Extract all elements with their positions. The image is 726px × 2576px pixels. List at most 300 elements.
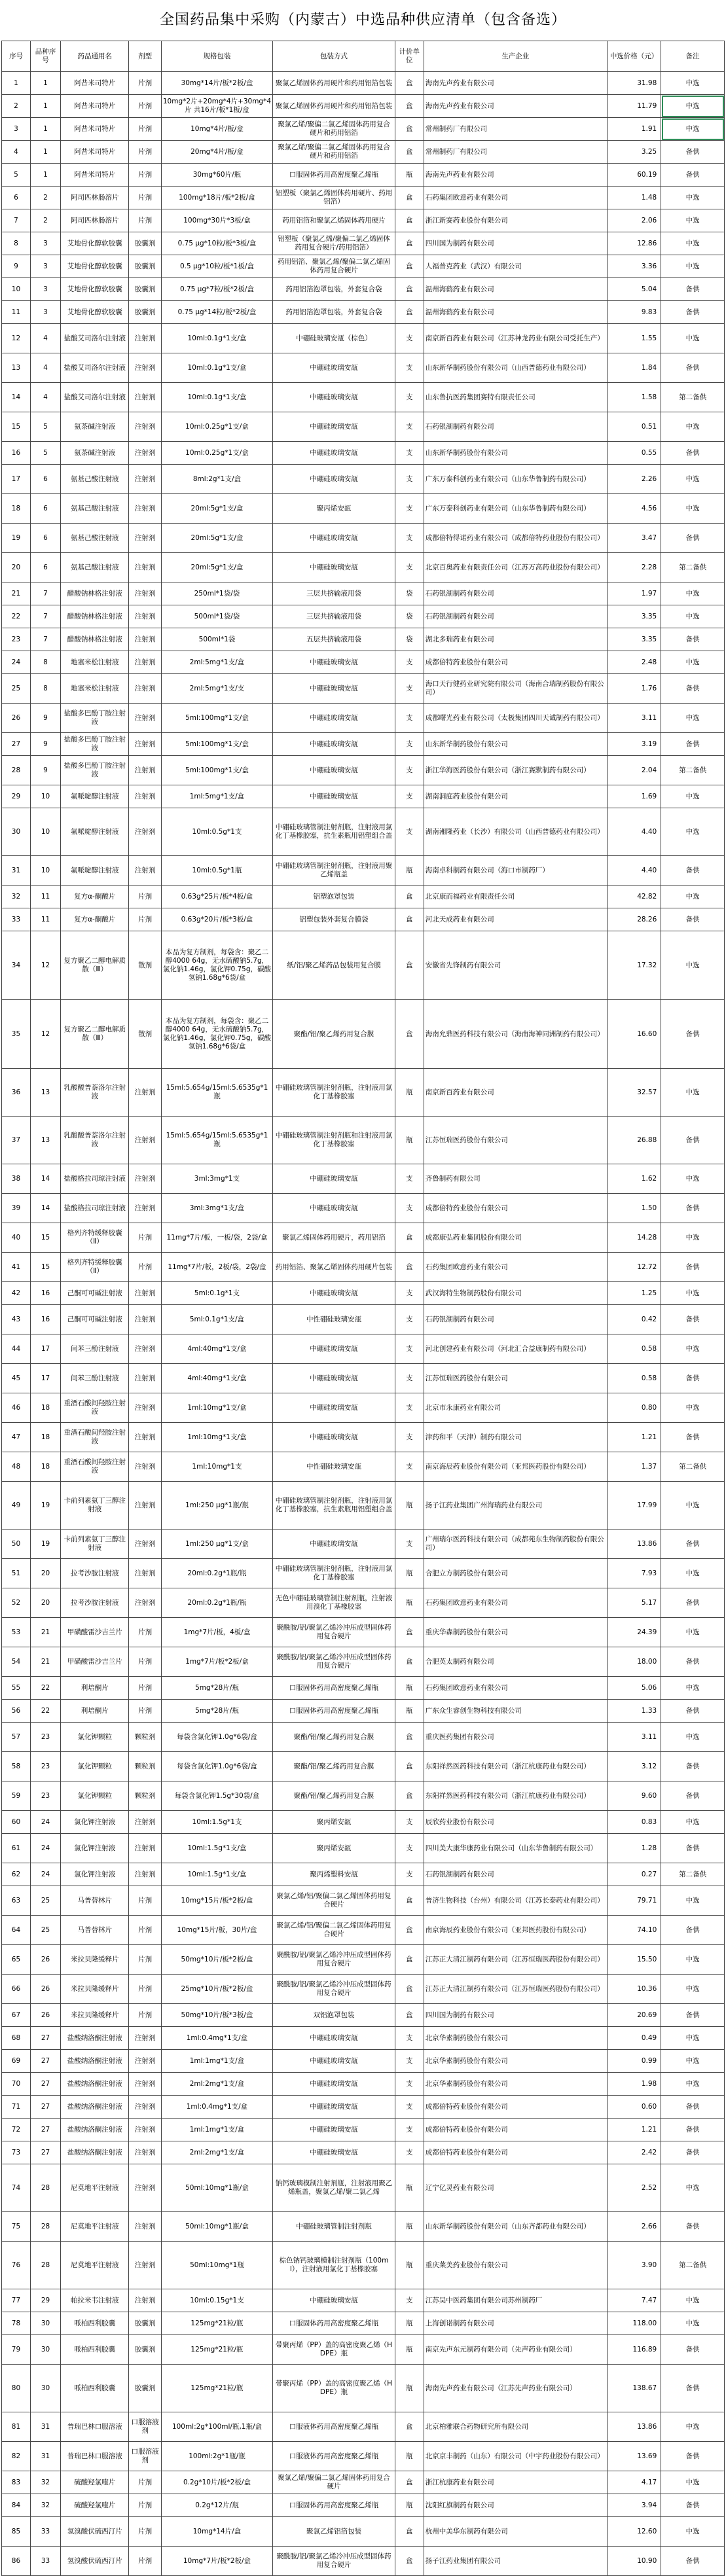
cell-package-method: 聚酯/铝/聚乙烯药用复合膜	[273, 1781, 395, 1811]
cell-manufacturer: 津药和平（天津）制药有限公司	[424, 1423, 607, 1452]
cell-row-index: 49	[2, 1482, 31, 1530]
cell-variety-index: 2	[30, 209, 60, 232]
cell-package-method: 五层共挤输液用袋	[273, 628, 395, 651]
cell-unit: 瓶	[395, 2335, 424, 2365]
cell-dosage-form: 注射剂	[129, 465, 161, 494]
cell-spec-package: 500ml*1袋/袋	[161, 605, 272, 628]
cell-variety-index: 1	[30, 141, 60, 164]
cell-dosage-form: 片剂	[129, 1700, 161, 1723]
cell-price: 0.42	[607, 1305, 661, 1334]
cell-row-index: 68	[2, 2027, 31, 2050]
cell-manufacturer: 广东众生睿创生物科技有限公司	[424, 1700, 607, 1723]
cell-manufacturer: 温州海鹤药业有限公司	[424, 278, 607, 301]
cell-dosage-form: 口服溶液剂	[129, 2412, 161, 2442]
cell-price: 2.04	[607, 756, 661, 785]
cell-spec-package: 10mg*15片/板*2板/盒	[161, 1886, 272, 1916]
cell-row-index: 7	[2, 209, 31, 232]
cell-unit: 瓶	[395, 164, 424, 187]
cell-package-method: 中硼硅玻璃安瓿	[273, 2141, 395, 2164]
cell-spec-package: 125mg*21粒/瓶	[161, 2365, 272, 2412]
table-row	[2, 524, 725, 553]
cell-row-index: 56	[2, 1700, 31, 1723]
table-row	[2, 2242, 725, 2289]
cell-price: 3.90	[607, 2242, 661, 2289]
cell-variety-index: 7	[30, 582, 60, 605]
cell-variety-index: 25	[30, 1886, 60, 1916]
cell-remark: 备供	[661, 2096, 725, 2119]
cell-remark: 中选	[661, 2412, 725, 2442]
cell-remark: 备供	[661, 141, 725, 164]
cell-unit: 支	[395, 1282, 424, 1305]
cell-unit: 支	[395, 756, 424, 785]
table-row	[2, 908, 725, 931]
cell-price: 42.82	[607, 885, 661, 908]
cell-price: 0.49	[607, 2027, 661, 2050]
cell-unit: 支	[395, 1863, 424, 1886]
table-row	[2, 353, 725, 383]
cell-unit: 支	[395, 412, 424, 442]
cell-manufacturer: 成都康弘药业集团股份有限公司	[424, 1223, 607, 1253]
cell-dosage-form: 胶囊剂	[129, 2312, 161, 2335]
cell-spec-package: 10ml:1.5g*1支/盒	[161, 1863, 272, 1886]
cell-variety-index: 27	[30, 2141, 60, 2164]
cell-manufacturer: 北京百奥药业有限责任公司（江苏万高药业股份有限公司）	[424, 553, 607, 582]
cell-manufacturer: 北京市永康药业有限公司	[424, 1393, 607, 1423]
cell-row-index: 55	[2, 1677, 31, 1700]
cell-drug-name: 重酒石酸间羟胺注射液	[61, 1393, 129, 1423]
cell-remark: 中选	[661, 2289, 725, 2312]
cell-unit: 盒	[395, 885, 424, 908]
cell-drug-name: 盐酸多巴酚丁胺注射液	[61, 756, 129, 785]
cell-spec-package: 10ml:0.5g*1瓶	[161, 856, 272, 885]
cell-row-index: 66	[2, 1975, 31, 2004]
cell-manufacturer: 海口天行健药业研究院有限公司（海南合瑞制药股份有限公司）	[424, 674, 607, 704]
cell-price: 2.42	[607, 2141, 661, 2164]
cell-spec-package: 125mg*21粒/瓶	[161, 2335, 272, 2365]
cell-price: 11.79	[607, 95, 661, 118]
cell-unit: 瓶	[395, 856, 424, 885]
cell-drug-name: 重酒石酸间羟胺注射液	[61, 1452, 129, 1482]
cell-drug-name: 卡前列素氨丁三醇注射液	[61, 1530, 129, 1559]
cell-dosage-form: 片剂	[129, 2547, 161, 2576]
cell-dosage-form: 注射剂	[129, 1834, 161, 1863]
cell-unit: 支	[395, 651, 424, 674]
cell-spec-package: 0.63g*20片/板*3板/盒	[161, 908, 272, 931]
cell-price: 1.62	[607, 1164, 661, 1194]
cell-unit: 支	[395, 353, 424, 383]
cell-manufacturer: 重庆医药集团有限公司	[424, 1723, 607, 1752]
cell-dosage-form: 片剂	[129, 2494, 161, 2517]
table-row	[2, 2164, 725, 2212]
cell-remark: 备供	[661, 1834, 725, 1863]
supply-list-table	[1, 41, 725, 2576]
cell-drug-name: 阿昔米司特片	[61, 72, 129, 95]
cell-drug-name: 尼莫地平注射液	[61, 2212, 129, 2242]
cell-dosage-form: 注射剂	[129, 1334, 161, 1364]
cell-remark: 中选	[661, 931, 725, 1000]
cell-dosage-form: 片剂	[129, 118, 161, 141]
cell-price: 9.83	[607, 301, 661, 324]
cell-unit: 盒	[395, 118, 424, 141]
cell-remark: 备供	[661, 1305, 725, 1334]
table-row	[2, 2494, 725, 2517]
cell-dosage-form: 注射剂	[129, 1069, 161, 1117]
cell-spec-package: 0.75 μg*7粒/板*2板/盒	[161, 278, 272, 301]
cell-unit: 盒	[395, 1647, 424, 1677]
cell-remark: 中选	[661, 1393, 725, 1423]
cell-package-method: 聚丙烯安瓿	[273, 1834, 395, 1863]
cell-row-index: 76	[2, 2242, 31, 2289]
cell-variety-index: 1	[30, 164, 60, 187]
cell-variety-index: 25	[30, 1916, 60, 1945]
cell-spec-package: 15ml:5.654g/15ml:5.6535g*1瓶	[161, 1117, 272, 1164]
cell-spec-package: 5ml:100mg*1支/盒	[161, 733, 272, 756]
cell-remark: 中选	[661, 582, 725, 605]
cell-dosage-form: 注射剂	[129, 756, 161, 785]
cell-unit: 支	[395, 1530, 424, 1559]
cell-package-method: 铝塑板（聚氯乙烯/聚偏二氯乙烯固体药用复合硬片/药用铝箔）	[273, 232, 395, 255]
cell-dosage-form: 口服溶液剂	[129, 2442, 161, 2471]
cell-price: 14.28	[607, 1223, 661, 1253]
cell-row-index: 40	[2, 1223, 31, 1253]
cell-manufacturer: 山东新华制药股份有限公司（山西普德药业有限公司）	[424, 353, 607, 383]
table-row	[2, 2335, 725, 2365]
cell-package-method: 聚酯/铝/聚乙烯药用复合膜	[273, 1000, 395, 1069]
cell-variety-index: 17	[30, 1364, 60, 1393]
cell-remark: 备供	[661, 442, 725, 465]
cell-row-index: 29	[2, 785, 31, 808]
cell-spec-package: 5mg*28片/瓶	[161, 1700, 272, 1723]
cell-manufacturer: 成都倍特药业股份有限公司	[424, 2096, 607, 2119]
cell-remark: 第二备供	[661, 756, 725, 785]
cell-spec-package: 4ml:40mg*1支/盒	[161, 1364, 272, 1393]
table-row	[2, 1700, 725, 1723]
cell-drug-name: 阿昔米司特片	[61, 118, 129, 141]
cell-row-index: 41	[2, 1253, 31, 1282]
cell-unit: 支	[395, 2027, 424, 2050]
cell-manufacturer: 石药银湖制药有限公司	[424, 412, 607, 442]
cell-variety-index: 13	[30, 1069, 60, 1117]
cell-variety-index: 10	[30, 785, 60, 808]
cell-unit: 盒	[395, 1781, 424, 1811]
cell-manufacturer: 山东新华制药股份有限公司（山东齐都药业有限公司）	[424, 2212, 607, 2242]
cell-drug-name: 氟哌啶醇注射液	[61, 785, 129, 808]
cell-drug-name: 尼莫地平注射液	[61, 2164, 129, 2212]
cell-package-method: 聚氯乙烯/聚偏二氯乙烯固体药用复合硬片和药用铝箔	[273, 141, 395, 164]
cell-manufacturer: 常州制药厂有限公司	[424, 118, 607, 141]
cell-unit: 盒	[395, 1975, 424, 2004]
cell-spec-package: 5ml:0.1g*1支	[161, 1282, 272, 1305]
cell-variety-index: 26	[30, 1945, 60, 1975]
cell-dosage-form: 注射剂	[129, 1811, 161, 1834]
cell-drug-name: 氯化钾颗粒	[61, 1723, 129, 1752]
cell-price: 12.86	[607, 232, 661, 255]
cell-variety-index: 4	[30, 353, 60, 383]
cell-row-index: 60	[2, 1811, 31, 1834]
cell-row-index: 30	[2, 808, 31, 856]
cell-remark: 第二备供	[661, 383, 725, 412]
cell-unit: 支	[395, 1452, 424, 1482]
cell-dosage-form: 片剂	[129, 1253, 161, 1282]
cell-price: 0.27	[607, 1863, 661, 1886]
cell-manufacturer: 北京华素制药股份有限公司	[424, 2073, 607, 2096]
cell-price: 13.86	[607, 2412, 661, 2442]
cell-manufacturer: 成都倍特药业股份有限公司	[424, 2119, 607, 2141]
cell-variety-index: 26	[30, 2004, 60, 2027]
table-row	[2, 1364, 725, 1393]
cell-manufacturer: 山东新华制药股份有限公司	[424, 733, 607, 756]
cell-price: 28.26	[607, 908, 661, 931]
cell-spec-package: 10ml:1.5g*1支/盒	[161, 1834, 272, 1863]
cell-remark: 中选	[661, 465, 725, 494]
cell-variety-index: 19	[30, 1482, 60, 1530]
cell-remark: 备供	[661, 1423, 725, 1452]
cell-variety-index: 4	[30, 324, 60, 353]
cell-variety-index: 8	[30, 651, 60, 674]
cell-manufacturer: 石药银湖制药有限公司	[424, 605, 607, 628]
cell-drug-name: 米拉贝隆缓释片	[61, 1975, 129, 2004]
cell-spec-package: 11mg*7片/板，一板/袋，2袋/盒	[161, 1223, 272, 1253]
cell-price: 60.19	[607, 164, 661, 187]
cell-package-method: 聚氯乙烯固体药用硬片，药用铝箔	[273, 1223, 395, 1253]
cell-row-index: 43	[2, 1305, 31, 1334]
table-row	[2, 118, 725, 141]
cell-drug-name: 阿昔米司特片	[61, 164, 129, 187]
cell-drug-name: 帕拉米韦注射液	[61, 2289, 129, 2312]
table-row	[2, 1834, 725, 1863]
cell-remark: 备供	[661, 1530, 725, 1559]
table-row	[2, 141, 725, 164]
cell-spec-package: 5ml:100mg*1支/盒	[161, 704, 272, 733]
cell-manufacturer: 扬子江药业集团有限公司	[424, 2547, 607, 2576]
table-row	[2, 2442, 725, 2471]
cell-unit: 支	[395, 1194, 424, 1223]
cell-package-method: 中硼硅玻璃管制注射剂瓶和注射液用氯化丁基橡胶塞	[273, 1117, 395, 1164]
table-row	[2, 412, 725, 442]
cell-spec-package: 10ml:0.25g*1支/盒	[161, 442, 272, 465]
cell-spec-package: 100mg*18片/板*2板/盒	[161, 187, 272, 209]
cell-unit: 袋	[395, 582, 424, 605]
cell-remark: 中选	[661, 412, 725, 442]
cell-price: 3.94	[607, 2494, 661, 2517]
cell-row-index: 21	[2, 582, 31, 605]
cell-variety-index: 14	[30, 1194, 60, 1223]
cell-package-method: 聚氯乙烯固体药用硬片和药用铝箔包装	[273, 95, 395, 118]
cell-dosage-form: 片剂	[129, 1223, 161, 1253]
cell-row-index: 3	[2, 118, 31, 141]
cell-price: 7.93	[607, 1559, 661, 1588]
cell-drug-name: 阿昔米司特片	[61, 95, 129, 118]
cell-drug-name: 氨基己酸注射液	[61, 524, 129, 553]
cell-dosage-form: 注射剂	[129, 494, 161, 524]
cell-remark: 中选	[661, 1559, 725, 1588]
cell-remark: 备供	[661, 1647, 725, 1677]
cell-drug-name: 盐酸纳洛酮注射液	[61, 2073, 129, 2096]
cell-dosage-form: 片剂	[129, 187, 161, 209]
cell-spec-package: 50ml:10mg*1瓶/盒	[161, 2212, 272, 2242]
cell-unit: 瓶	[395, 2212, 424, 2242]
cell-unit: 盒	[395, 141, 424, 164]
cell-package-method: 中硼硅玻璃安瓿	[273, 553, 395, 582]
cell-variety-index: 31	[30, 2412, 60, 2442]
cell-remark: 备供	[661, 628, 725, 651]
cell-drug-name: 阿昔米司特片	[61, 141, 129, 164]
cell-drug-name: 阿司匹林肠溶片	[61, 209, 129, 232]
cell-remark: 备供	[661, 674, 725, 704]
cell-spec-package: 20ml:5g*1支/盒	[161, 494, 272, 524]
cell-dosage-form: 片剂	[129, 1618, 161, 1647]
cell-remark: 中选	[661, 1069, 725, 1117]
cell-unit: 瓶	[395, 1559, 424, 1588]
cell-variety-index: 3	[30, 255, 60, 278]
cell-row-index: 75	[2, 2212, 31, 2242]
cell-variety-index: 12	[30, 1000, 60, 1069]
cell-price: 3.11	[607, 1723, 661, 1752]
table-row	[2, 2141, 725, 2164]
header-variety-index: 品种序号	[30, 41, 60, 72]
cell-manufacturer: 沈阳红旗制药有限公司	[424, 2494, 607, 2517]
cell-price: 10.90	[607, 2547, 661, 2576]
cell-drug-name: 艾地骨化醇软胶囊	[61, 278, 129, 301]
cell-unit: 支	[395, 1334, 424, 1364]
cell-package-method: 中硼硅玻璃安瓿	[273, 2289, 395, 2312]
cell-unit: 支	[395, 808, 424, 856]
cell-unit: 瓶	[395, 2164, 424, 2212]
cell-package-method: 带聚丙烯（PP）盖的高密度聚乙烯（HDPE）瓶	[273, 2365, 395, 2412]
cell-spec-package: 10mg*14片/盒	[161, 2517, 272, 2547]
table-row	[2, 885, 725, 908]
cell-price: 4.40	[607, 808, 661, 856]
cell-dosage-form: 注射剂	[129, 324, 161, 353]
cell-drug-name: 艾地骨化醇软胶囊	[61, 301, 129, 324]
cell-unit: 瓶	[395, 1677, 424, 1700]
cell-unit: 盒	[395, 255, 424, 278]
cell-dosage-form: 注射剂	[129, 582, 161, 605]
cell-variety-index: 4	[30, 383, 60, 412]
cell-row-index: 13	[2, 353, 31, 383]
table-row	[2, 383, 725, 412]
cell-dosage-form: 散剂	[129, 1000, 161, 1069]
cell-variety-index: 30	[30, 2365, 60, 2412]
cell-manufacturer: 海南先声药业有限公司（江苏先声药业有限公司）	[424, 2365, 607, 2412]
cell-remark: 备供	[661, 1752, 725, 1781]
cell-row-index: 14	[2, 383, 31, 412]
header-spec-package: 规格包装	[161, 41, 272, 72]
cell-row-index: 74	[2, 2164, 31, 2212]
cell-remark: 中选	[661, 2073, 725, 2096]
cell-row-index: 5	[2, 164, 31, 187]
cell-spec-package: 50ml:10mg*1瓶	[161, 2242, 272, 2289]
cell-dosage-form: 注射剂	[129, 442, 161, 465]
cell-drug-name: 哌柏西利胶囊	[61, 2335, 129, 2365]
cell-row-index: 9	[2, 255, 31, 278]
cell-price: 5.04	[607, 278, 661, 301]
cell-variety-index: 1	[30, 95, 60, 118]
cell-unit: 支	[395, 324, 424, 353]
cell-spec-package: 5ml:0.1g*1支/盒	[161, 1305, 272, 1334]
cell-drug-name: 甲磺酸雷沙吉兰片	[61, 1618, 129, 1647]
cell-remark: 中选	[661, 1886, 725, 1916]
cell-package-method: 中硼硅玻璃安瓿	[273, 353, 395, 383]
cell-package-method: 聚丙烯安瓿	[273, 1811, 395, 1834]
cell-drug-name: 马普替林片	[61, 1916, 129, 1945]
cell-variety-index: 6	[30, 553, 60, 582]
cell-package-method: 中硼硅玻璃安瓿（棕色）	[273, 324, 395, 353]
cell-drug-name: 盐酸纳洛酮注射液	[61, 2119, 129, 2141]
cell-remark: 中选	[661, 704, 725, 733]
cell-drug-name: 盐酸纳洛酮注射液	[61, 2027, 129, 2050]
cell-dosage-form: 注射剂	[129, 2242, 161, 2289]
table-row	[2, 2073, 725, 2096]
cell-unit: 支	[395, 1423, 424, 1452]
cell-unit: 盒	[395, 95, 424, 118]
cell-package-method: 无色中硼硅玻璃管制注射剂瓶，注射液用溴化丁基橡胶塞	[273, 1588, 395, 1618]
cell-manufacturer: 石药银湖制药有限公司	[424, 1863, 607, 1886]
cell-dosage-form: 注射剂	[129, 1530, 161, 1559]
cell-remark: 备供	[661, 2212, 725, 2242]
cell-variety-index: 28	[30, 2242, 60, 2289]
cell-price: 0.83	[607, 1811, 661, 1834]
cell-spec-package: 2ml:5mg*1支/盒	[161, 651, 272, 674]
table-row	[2, 1886, 725, 1916]
cell-drug-name: 氯化钾注射液	[61, 1811, 129, 1834]
cell-drug-name: 氨基己酸注射液	[61, 465, 129, 494]
cell-unit: 支	[395, 2289, 424, 2312]
cell-drug-name: 地塞米松注射液	[61, 674, 129, 704]
cell-drug-name: 己酮可可碱注射液	[61, 1282, 129, 1305]
cell-row-index: 15	[2, 412, 31, 442]
cell-unit: 盒	[395, 278, 424, 301]
cell-row-index: 16	[2, 442, 31, 465]
cell-package-method: 双铝泡罩包装	[273, 2004, 395, 2027]
cell-remark: 中选	[661, 1282, 725, 1305]
cell-spec-package: 0.63g*25片/板*4板/盒	[161, 885, 272, 908]
cell-remark: 中选	[661, 2164, 725, 2212]
cell-price: 118.00	[607, 2312, 661, 2335]
cell-row-index: 70	[2, 2073, 31, 2096]
cell-price: 1.25	[607, 1282, 661, 1305]
cell-package-method: 中硼硅玻璃安瓿	[273, 733, 395, 756]
cell-variety-index: 16	[30, 1305, 60, 1334]
cell-price: 3.35	[607, 605, 661, 628]
cell-package-method: 药用铝箔和聚氯乙烯固体药用硬片	[273, 209, 395, 232]
cell-drug-name: 艾地骨化醇软胶囊	[61, 232, 129, 255]
cell-remark: 备供	[661, 353, 725, 383]
cell-remark: 中选	[661, 1164, 725, 1194]
cell-drug-name: 格列齐特缓释胶囊（Ⅱ）	[61, 1223, 129, 1253]
cell-package-method: 中硼硅玻璃管制注射剂瓶，注射液用氯化丁基橡胶塞	[273, 1069, 395, 1117]
cell-row-index: 19	[2, 524, 31, 553]
cell-remark: 中选	[661, 232, 725, 255]
cell-variety-index: 7	[30, 628, 60, 651]
cell-row-index: 44	[2, 1334, 31, 1364]
table-row	[2, 674, 725, 704]
cell-manufacturer: 北京柏雅联合药物研究所有限公司	[424, 2412, 607, 2442]
cell-row-index: 25	[2, 674, 31, 704]
cell-price: 1.21	[607, 1423, 661, 1452]
cell-unit: 盒	[395, 187, 424, 209]
cell-package-method: 中硼硅玻璃安瓿	[273, 651, 395, 674]
cell-dosage-form: 胶囊剂	[129, 2335, 161, 2365]
cell-package-method: 带聚丙烯（PP）盖的高密度聚乙烯（HDPE）瓶	[273, 2335, 395, 2365]
cell-remark: 备供	[661, 2335, 725, 2365]
table-row	[2, 1677, 725, 1700]
cell-dosage-form: 片剂	[129, 95, 161, 118]
cell-price: 1.33	[607, 1700, 661, 1723]
cell-package-method: 聚氯乙烯/聚偏二氯乙烯固体药用复合硬片	[273, 2471, 395, 2494]
cell-price: 1.98	[607, 2073, 661, 2096]
cell-spec-package: 50mg*10片/板*3板/盒	[161, 2004, 272, 2027]
